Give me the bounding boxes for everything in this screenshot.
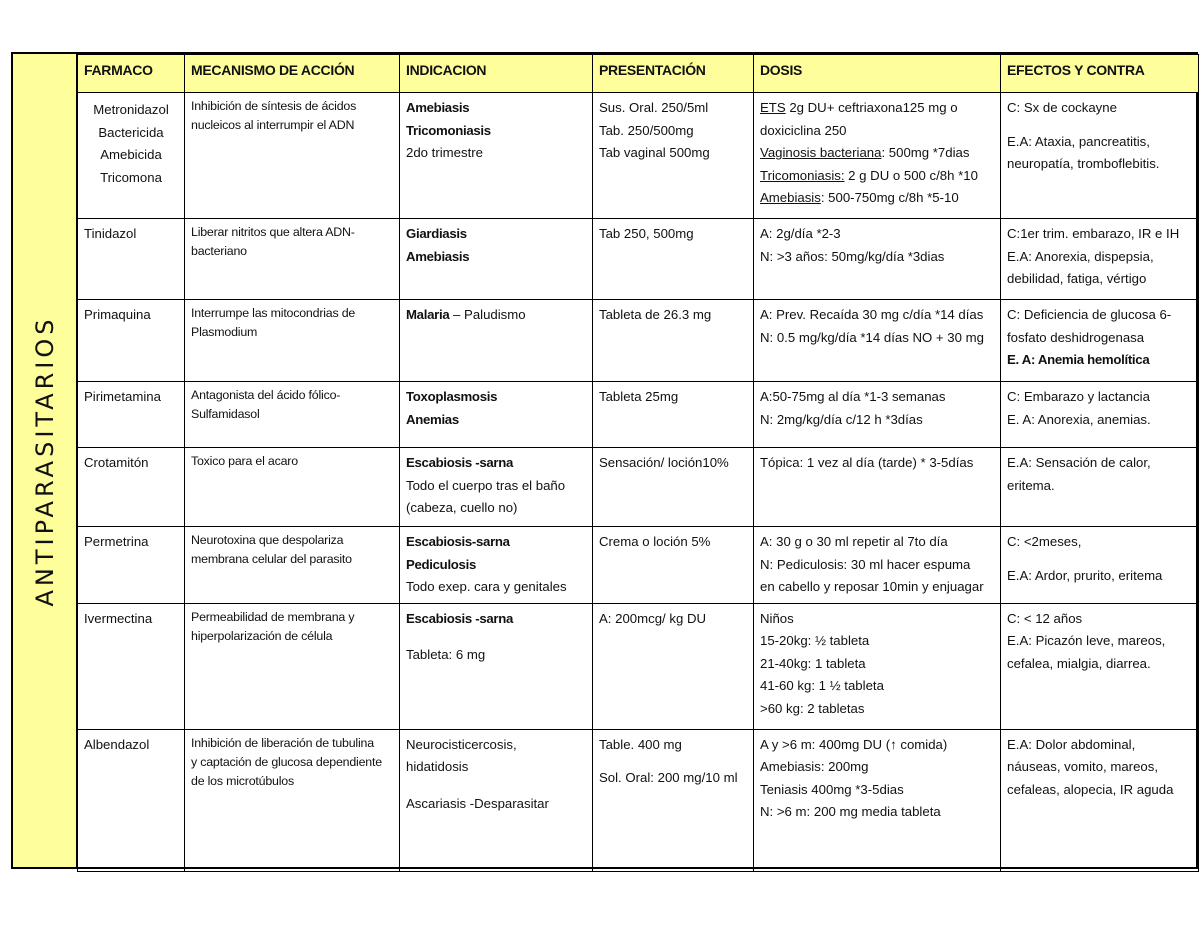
indicacion-bold: Anemias [406,411,459,427]
mecanismo-text: Plasmodium [191,325,258,339]
table-row [78,448,1199,527]
efectos-text: E.A: Sensación de calor, [1007,455,1151,470]
dosis-line: A: 2g/día *2-3 [760,226,841,241]
dosis-line: N: 2mg/kg/día c/12 h *3días [760,411,923,427]
indicacion-cell [400,603,593,729]
efectos-text: E.A: Dolor abdominal, [1007,736,1136,752]
presentacion-text: Sus. Oral. 250/5ml [599,100,709,115]
indicacion-cell [400,729,593,871]
table-row [78,382,1199,448]
dosis-line [760,142,994,165]
efectos-text: C:1er trim. embarazo, IR e IH [1007,226,1180,241]
presentacion-text: Sol. Oral: 200 mg/10 ml [599,770,738,785]
presentacion-text: Tab 250, 500mg [599,226,694,241]
header-indicacion: INDICACION [400,55,593,93]
dosis-line: N: Pediculosis: 30 ml hacer espuma [760,556,971,572]
mecanismo-cell [185,729,400,871]
table-row [78,729,1199,871]
efectos-text: fosfato deshidrogenasa [1007,329,1145,345]
mecanismo-text: Toxico para el acaro [191,454,298,468]
dosis-cell [754,382,1001,448]
indicacion-text: Todo el cuerpo tras el baño [406,477,566,493]
farmaco-note: Amebicida [100,147,162,162]
efectos-cell [1001,219,1199,300]
mecanismo-text: nucleicos al interrumpir el ADN [191,118,355,132]
dosis-text: 2 g DU o 500 c/8h *10 [844,167,978,183]
mecanismo-cell [185,527,400,604]
presentacion-cell [593,527,754,604]
mecanismo-cell [185,219,400,300]
dosis-text: 2g DU+ ceftriaxona125 mg o [785,100,958,115]
dosis-cell [754,448,1001,527]
efectos-cell [1001,448,1199,527]
indicacion-text: Neurocisticercosis, [406,736,517,752]
dosis-text: : 500-750mg c/8h *5-10 [820,190,959,205]
dosis-cell [754,93,1001,219]
farmaco-cell [78,527,185,604]
farmaco-name: Metronidazol [93,102,169,117]
indicacion-bold: Escabiosis-sarna [406,534,510,549]
dosis-line: A: Prev. Recaída 30 mg c/día *14 días [760,307,984,322]
mecanismo-cell [185,93,400,219]
dosis-underlined: Tricomoniasis: [760,167,845,183]
presentacion-cell [593,300,754,382]
efectos-text: náuseas, vomito, mareos, [1007,759,1158,774]
header-presentacion: PRESENTACIÓN [593,55,754,93]
presentacion-text: Sensación/ loción10% [599,455,729,470]
presentacion-cell [593,729,754,871]
presentacion-text: Tableta de 26.3 mg [599,307,712,322]
drug-table-sheet [11,52,1198,869]
category-sidebar [13,54,77,867]
efectos-text: debilidad, fatiga, vértigo [1007,271,1147,286]
dosis-line: Niños [760,610,794,626]
category-label: ANTIPARASITARIOS [30,315,59,606]
farmaco-cell [78,448,185,527]
presentacion-text: Tab. 250/500mg [599,122,694,138]
indicacion-text: (cabeza, cuello no) [406,500,518,515]
presentacion-text: Crema o loción 5% [599,534,711,549]
presentacion-cell [593,382,754,448]
mecanismo-text: Liberar nitritos que altera ADN- [191,225,355,239]
efectos-text: E.A: Ardor, prurito, eritema [1007,567,1163,583]
efectos-text: C: Sx de cockayne [1007,100,1117,115]
indicacion-bold: Pediculosis [406,556,476,572]
dosis-line [760,187,994,210]
indicacion-bold: Malaria [406,307,450,322]
dosis-line: 15-20kg: ½ tableta [760,633,870,648]
farmaco-cell [78,603,185,729]
farmaco-cell [78,729,185,871]
dosis-cell [754,300,1001,382]
mecanismo-text: Neurotoxina que despolariza [191,533,344,547]
indicacion-text: hidatidosis [406,759,469,774]
indicacion-bold: Giardiasis [406,226,467,241]
efectos-cell [1001,300,1199,382]
dosis-line [760,165,994,188]
farmaco-cell [78,300,185,382]
presentacion-cell [593,603,754,729]
dosis-line: Tópica: 1 vez al día (tarde) * 3-5días [760,455,974,470]
farmaco-name: Pirimetamina [84,389,161,404]
efectos-bold: E. A: Anemia hemolítica [1007,352,1150,367]
header-mecanismo: MECANISMO DE ACCIÓN [185,55,400,93]
indicacion-text: Tableta: 6 mg [406,647,486,662]
efectos-text: C: Deficiencia de glucosa 6- [1007,307,1172,322]
dosis-line: Amebiasis: 200mg [760,759,869,774]
farmaco-name: Tinidazol [84,226,137,241]
mecanismo-text: Inhibición de síntesis de ácidos [191,99,357,113]
efectos-text: E.A: Ataxia, pancreatitis, [1007,133,1150,149]
indicacion-cell [400,219,593,300]
mecanismo-text: bacteriano [191,244,247,258]
mecanismo-cell [185,300,400,382]
dosis-underlined: ETS [760,100,786,115]
header-farmaco: FARMACO [78,55,185,93]
farmaco-name: Primaquina [84,307,151,322]
table-row [78,300,1199,382]
efectos-cell [1001,527,1199,604]
efectos-cell [1001,603,1199,729]
dosis-line: A: 30 g o 30 ml repetir al 7to día [760,534,948,549]
dosis-line: N: >6 m: 200 mg media tableta [760,804,941,819]
farmaco-cell [78,219,185,300]
header-dosis: DOSIS [754,55,1001,93]
farmaco-name: Crotamitón [84,455,149,470]
table-row [78,93,1199,219]
dosis-line: A y >6 m: 400mg DU (↑ comida) [760,736,948,752]
indicacion-line [406,304,586,327]
efectos-text: cefalea, mialgia, diarrea. [1007,655,1151,671]
mecanismo-text: hiperpolarización de célula [191,628,333,643]
presentacion-cell [593,448,754,527]
mecanismo-text: Antagonista del ácido fólico- [191,388,341,402]
mecanismo-text: Permeabilidad de membrana y [191,609,355,624]
mecanismo-cell [185,603,400,729]
efectos-text: C: < 12 años [1007,610,1083,626]
presentacion-text: A: 200mcg/ kg DU [599,610,707,626]
efectos-text: E.A: Picazón leve, mareos, [1007,633,1166,648]
mecanismo-text: membrana celular del parasito [191,552,352,566]
indicacion-cell [400,93,593,219]
farmaco-cell [78,93,185,219]
indicacion-cell [400,448,593,527]
dosis-underlined: Amebiasis [760,190,821,205]
indicacion-bold: Toxoplasmosis [406,389,498,404]
efectos-text: neuropatía, tromboflebitis. [1007,156,1160,171]
efectos-cell [1001,93,1199,219]
efectos-text: cefaleas, alopecia, IR aguda [1007,781,1174,797]
farmaco-name: Permetrina [84,534,149,549]
dosis-cell [754,603,1001,729]
presentacion-cell [593,93,754,219]
dosis-text: : 500mg *7dias [881,145,970,160]
farmaco-cell [78,382,185,448]
antiparasitic-table [77,54,1199,872]
dosis-text: doxiciclina 250 [760,122,847,138]
efectos-text: E. A: Anorexia, anemias. [1007,411,1151,427]
dosis-line: N: >3 años: 50mg/kg/día *3dias [760,248,945,264]
farmaco-name: Ivermectina [84,610,153,626]
mecanismo-text: y captación de glucosa dependiente [191,754,382,769]
indicacion-cell [400,382,593,448]
mecanismo-text: Interrumpe las mitocondrias de [191,306,356,320]
dosis-cell [754,527,1001,604]
mecanismo-cell [185,448,400,527]
presentacion-cell [593,219,754,300]
mecanismo-cell [185,382,400,448]
efectos-cell [1001,729,1199,871]
table-row [78,219,1199,300]
dosis-line: N: 0.5 mg/kg/día *14 días NO + 30 mg [760,329,984,345]
indicacion-bold: Amebiasis [406,248,470,264]
indicacion-bold: Escabiosis -sarna [406,610,514,626]
dosis-line [760,120,994,143]
table-row [78,527,1199,604]
dosis-line [760,97,994,120]
mecanismo-text: de los microtúbulos [191,773,294,788]
indicacion-bold: Tricomoniasis [406,122,491,138]
dosis-line: en cabello y reposar 10min y enjuagar [760,579,984,594]
header-row [78,55,1199,93]
dosis-line: 21-40kg: 1 tableta [760,655,866,671]
dosis-line: A:50-75mg al día *1-3 semanas [760,389,946,404]
mecanismo-text: Inhibición de liberación de tubulina [191,735,374,750]
farmaco-note: Bactericida [98,124,164,140]
presentacion-text: Table. 400 mg [599,736,682,752]
efectos-text: eritema. [1007,477,1055,493]
farmaco-note: Tricomona [100,169,162,185]
efectos-text: E.A: Anorexia, dispepsia, [1007,248,1154,264]
dosis-line: Teniasis 400mg *3-5dias [760,781,904,797]
mecanismo-text: Sulfamidasol [191,407,260,421]
indicacion-bold: Escabiosis -sarna [406,455,514,470]
indicacion-text: – Paludismo [449,307,526,322]
indicacion-bold: Amebiasis [406,100,470,115]
table-row [78,603,1199,729]
efectos-text: C: <2meses, [1007,534,1082,549]
dosis-cell [754,729,1001,871]
efectos-text: C: Embarazo y lactancia [1007,389,1150,404]
farmaco-name: Albendazol [84,736,150,752]
dosis-cell [754,219,1001,300]
indicacion-text: Todo exep. cara y genitales [406,579,567,594]
indicacion-cell [400,527,593,604]
efectos-cell [1001,382,1199,448]
dosis-underlined: Vaginosis bacteriana [760,145,882,160]
indicacion-text: 2do trimestre [406,145,483,160]
presentacion-text: Tab vaginal 500mg [599,145,710,160]
header-efectos: EFECTOS Y CONTRA [1001,55,1199,93]
dosis-line: >60 kg: 2 tabletas [760,700,865,716]
indicacion-cell [400,300,593,382]
presentacion-text: Tableta 25mg [599,389,679,404]
dosis-line: 41-60 kg: 1 ½ tableta [760,678,884,693]
indicacion-text: Ascariasis -Desparasitar [406,795,549,811]
